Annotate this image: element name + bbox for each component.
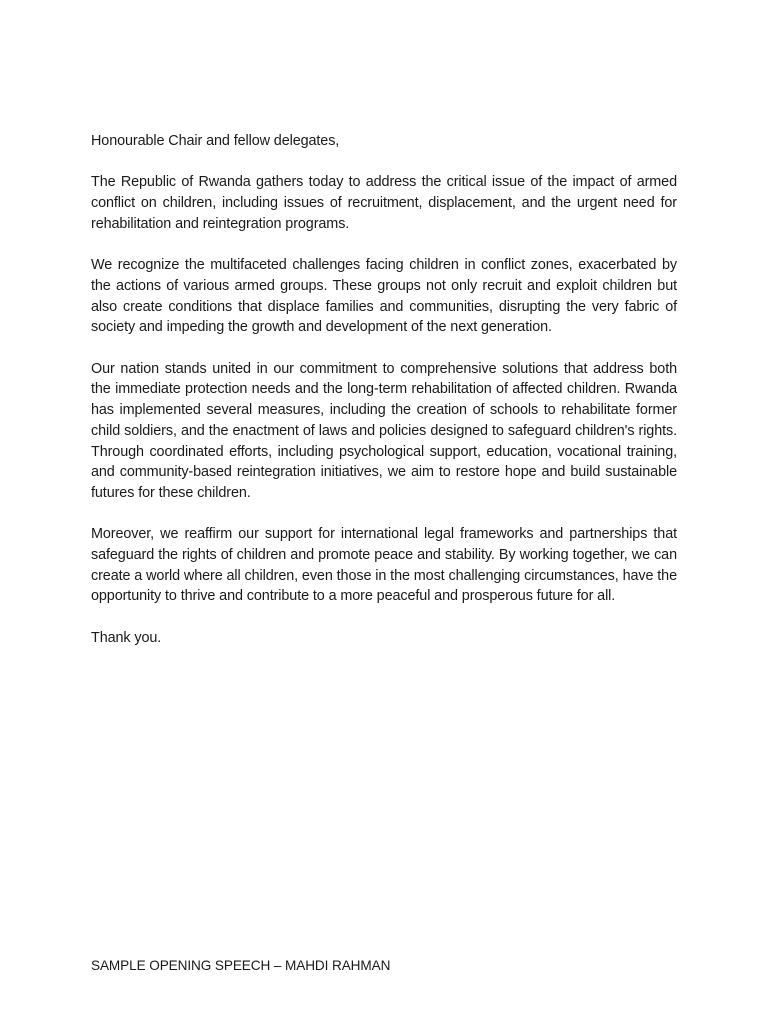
paragraph-introduction: The Republic of Rwanda gathers today to address the critical issue of the impact of armed conflict on children, including issues of recruitment, displacement, and the urgent need for rehabilitation and reintegration programs. [91,174,677,232]
salutation: Honourable Chair and fellow delegates, [91,133,340,149]
page-footer: SAMPLE OPENING SPEECH – MAHDI RAHMAN [91,958,391,973]
closing-line: Thank you. [91,629,162,646]
speech-body [91,131,677,649]
paragraph-challenges: We recognize the multifaceted challenges facing children in conflict zones, exacerbated by the actions of various armed groups. These groups not only recruit and exploit children but also create conditions that displace families and communities, disrupting the very fabric of society and impeding the growth and development of the next generation. [91,257,677,336]
paragraph-reaffirmation: Moreover, we reaffirm our support for international legal frameworks and partnerships that safeguard the rights of children and promote peace and stability. By working together, we can create a world where all children, even those in the most challenging circumstances, have the opportunity to thrive and contribute to a more peaceful and prosperous future for all. [91,526,677,605]
paragraph-commitment: Our nation stands united in our commitment to comprehensive solutions that address both the immediate protection needs and the long-term rehabilitation of affected children. Rwanda has implemented several measures, including the creation of schools to rehabilitate former child soldiers, and the enactment of laws and policies designed to safeguard children's rights. Through coordinated efforts, including psychological support, education, vocational training, and community-based reintegration initiatives, we aim to restore hope and build sustainable futures for these children. [91,360,677,501]
